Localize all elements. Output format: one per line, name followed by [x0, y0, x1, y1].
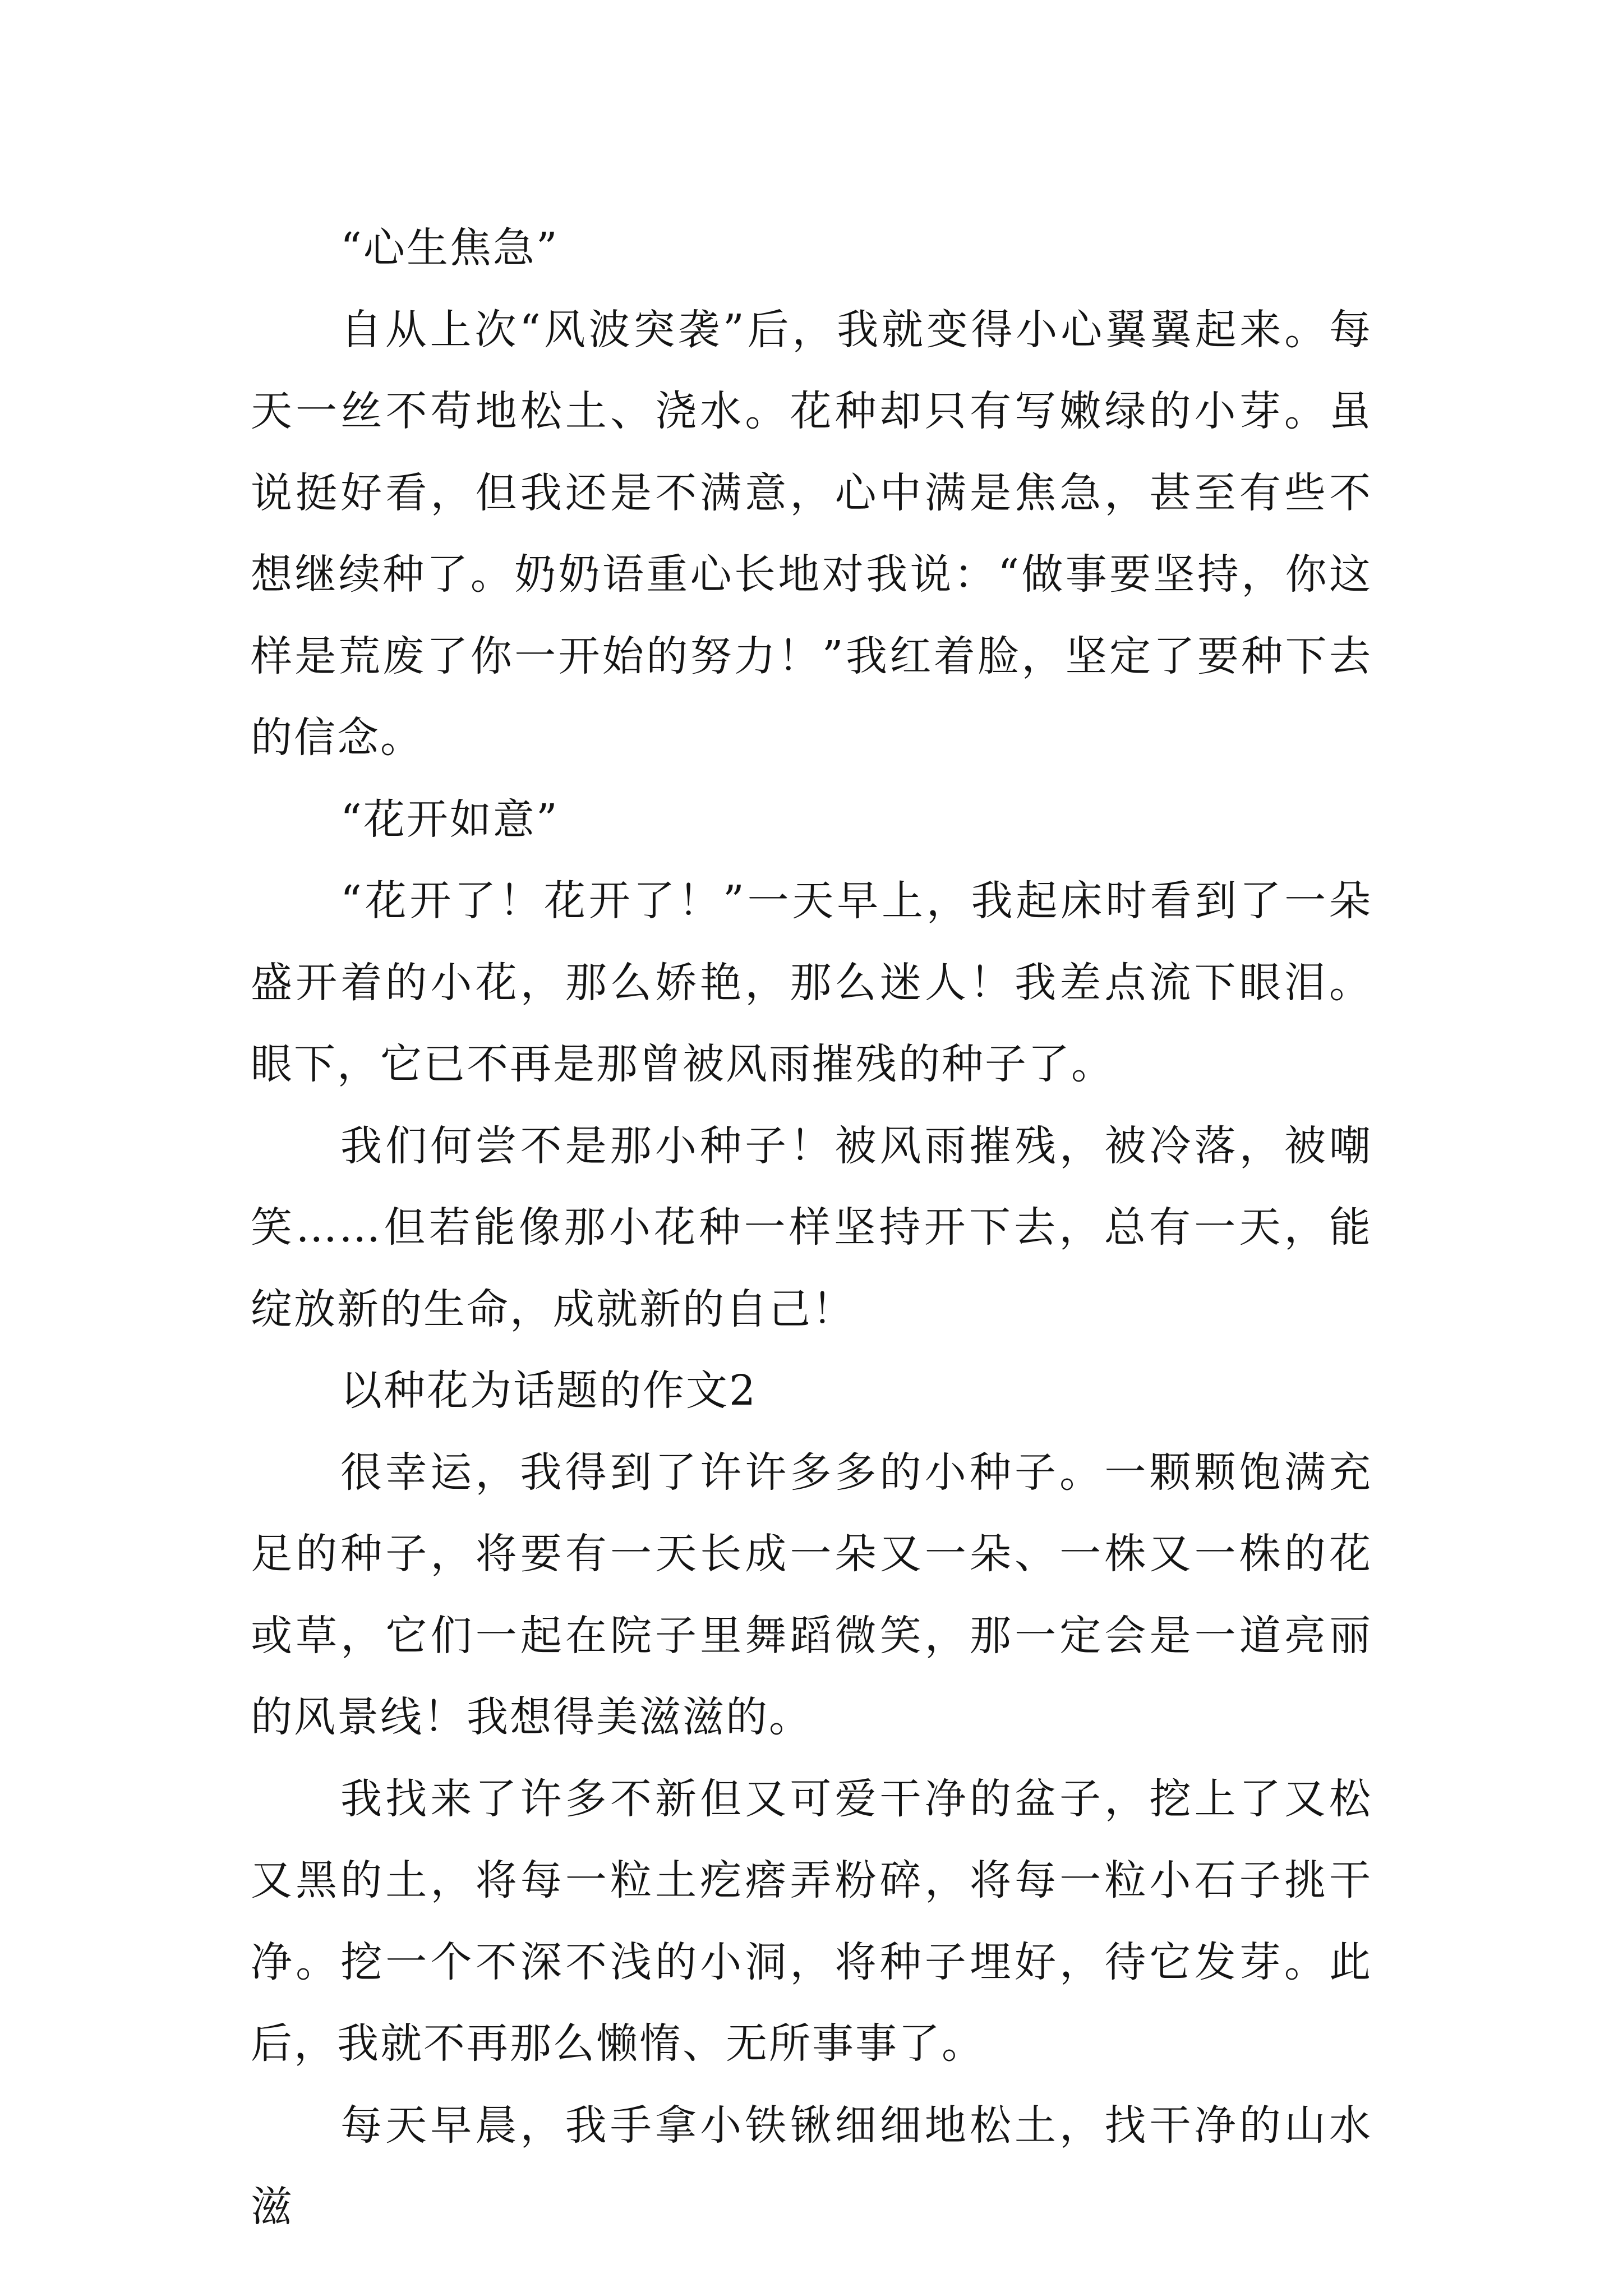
paragraph: 很幸运，我得到了许许多多的小种子。一颗颗饱满充足的种子，将要有一天长成一朵又一朵、一株又一株的花或草，它们一起在院子里舞蹈微笑，那一定会是一道亮丽的风景线！我想得美滋滋的。 [251, 1448, 1372, 1741]
paragraph: 自从上次“风波突袭”后，我就变得小心翼翼起来。每天一丝不苟地松土、浇水。花种却只有写嫩绿的小芽。虽说挺好看，但我还是不满意，心中满是焦急，甚至有些不想继续种了。奶奶语重心长地对我说：“做事要坚持，你这样是荒废了你一开始的努力！”我红着脸，坚定了要种下去的信念。 [251, 305, 1372, 762]
section-heading: “心生焦急” [340, 224, 559, 272]
document-body [251, 208, 1372, 2248]
paragraph: 每天早晨，我手拿小铁锹细细地松土，找干净的山水滋 [251, 2101, 1372, 2231]
paragraph: “花开了！花开了！”一天早上，我起床时看到了一朵盛开着的小花，那么娇艳，那么迷人！我差点流下眼泪。眼下，它已不再是那曾被风雨摧残的种子了。 [251, 877, 1372, 1088]
paragraph: 我找来了许多不新但又可爱干净的盆子，挖上了又松又黑的土，将每一粒土疙瘩弄粉碎，将每一粒小石子挑干净。挖一个不深不浅的小洞，将种子埋好，待它发芽。此后，我就不再那么懒惰、无所事事了。 [251, 1774, 1372, 2068]
section-heading: “花开如意” [340, 795, 559, 844]
essay-title: 以种花为话题的作文2 [340, 1366, 758, 1415]
paragraph: 我们何尝不是那小种子！被风雨摧残，被冷落，被嘲笑……但若能像那小花种一样坚持开下去，总有一天，能绽放新的生命，成就新的自己！ [251, 1121, 1372, 1333]
